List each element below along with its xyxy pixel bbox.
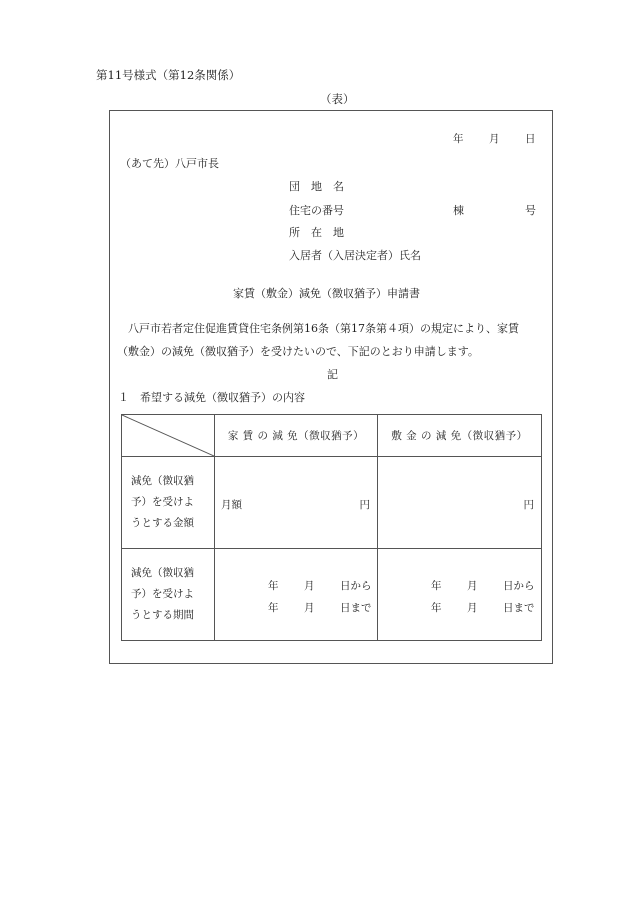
document-title: 家賃（敷金）減免（徴収猶予）申請書 [233, 287, 420, 300]
rent-from-year: 年 [268, 580, 279, 592]
deposit-amount-cell[interactable] [378, 457, 542, 549]
deposit-from-day: 日から [503, 580, 535, 592]
deposit-to-month: 月 [467, 602, 478, 614]
exemption-table [121, 414, 542, 641]
unit-number-label[interactable]: 住宅の番号 [289, 204, 344, 217]
rent-column-header: 家 賃 の 減 免（徴収猶予） [215, 415, 378, 457]
complex-name-label[interactable]: 団 地 名 [289, 180, 344, 193]
deposit-yen-label: 円 [523, 499, 534, 511]
rent-amount-cell[interactable] [215, 457, 378, 549]
deposit-from-year: 年 [431, 580, 442, 592]
rent-to-month: 月 [304, 602, 315, 614]
addressee: （あて先）八戸市長 [120, 157, 219, 170]
deposit-to-day: 日まで [503, 602, 535, 614]
rent-from-day: 日から [340, 580, 372, 592]
deposit-to-year: 年 [431, 602, 442, 614]
body-text-line-1: 八戸市若者定住促進賃貸住宅条例第16条（第17条第４項）の規定により、家賃 [128, 322, 519, 335]
front-side-label: （表） [320, 92, 355, 106]
monthly-label: 月額 [221, 499, 242, 511]
rent-from-month: 月 [304, 580, 315, 592]
deposit-column-header: 敷 金 の 減 免（徴収猶予） [378, 415, 542, 457]
date-day-label[interactable]: 日 [525, 133, 536, 145]
resident-name-label[interactable]: 入居者（入居決定者）氏名 [289, 249, 421, 262]
deposit-period-cell[interactable] [378, 549, 542, 641]
building-label: 棟 [453, 204, 464, 217]
body-text-line-2: （敷金）の減免（徴収猶予）を受けたいので、下記のとおり申請します。 [117, 345, 479, 358]
rent-to-day: 日まで [340, 602, 372, 614]
number-label: 号 [525, 204, 536, 217]
diagonal-header-cell [122, 415, 215, 457]
period-row-label: 減免（徴収猶 予）を受けよ うとする期間 [122, 549, 215, 641]
diagonal-line [122, 415, 214, 456]
rent-period-cell[interactable] [215, 549, 378, 641]
form-number-label: 第11号様式（第12条関係） [96, 68, 241, 82]
location-label[interactable]: 所 在 地 [289, 226, 344, 239]
rent-to-year: 年 [268, 602, 279, 614]
ki-label: 記 [327, 368, 338, 381]
amount-row-label: 減免（徴収猶 予）を受けよ うとする金額 [122, 457, 215, 549]
date-year-label[interactable]: 年 [453, 133, 464, 145]
rent-yen-label: 円 [359, 499, 370, 511]
date-month-label[interactable]: 月 [489, 133, 500, 145]
section-1-heading: １ 希望する減免（徴収猶予）の内容 [118, 391, 305, 404]
deposit-from-month: 月 [467, 580, 478, 592]
